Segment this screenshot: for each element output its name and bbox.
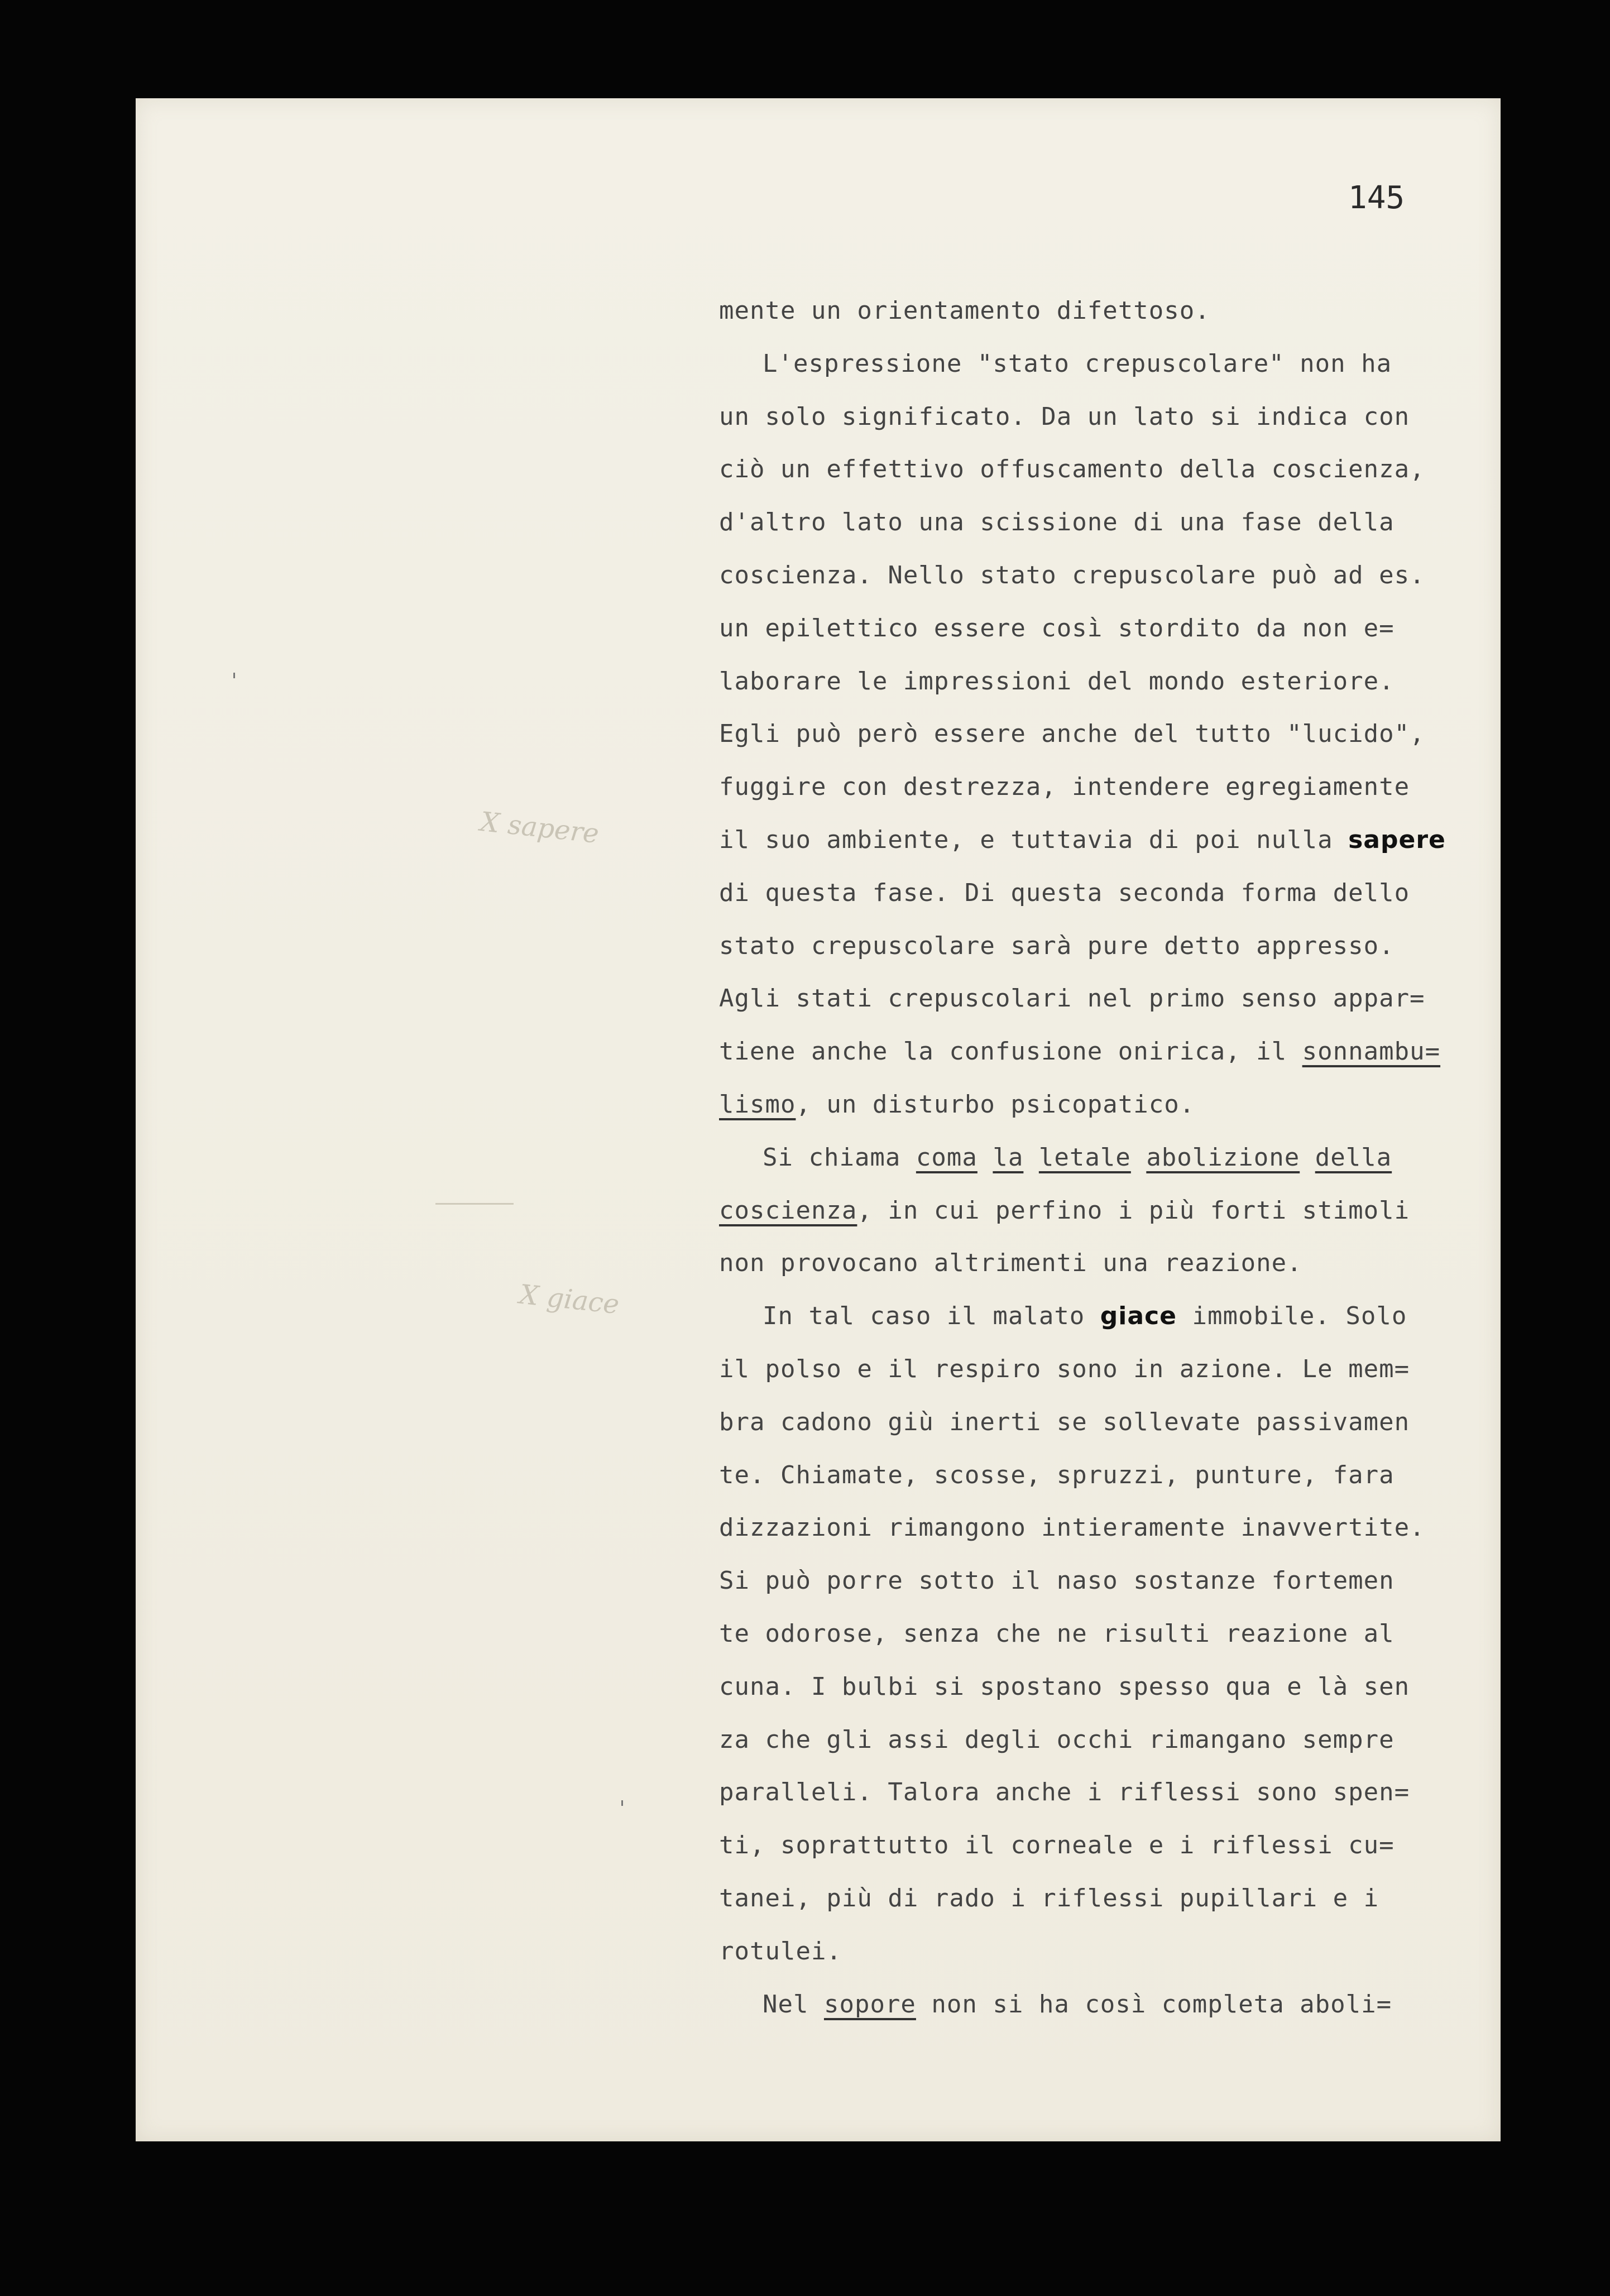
text-run: Egli può però essere anche del tutto "lucido",	[719, 720, 1425, 749]
text-run: bra cadono giù inerti se sollevate passivamen	[719, 1407, 1410, 1436]
text-run: L'espressione "stato crepuscolare" non ha	[763, 349, 1392, 378]
text-line	[719, 496, 1501, 549]
text-line	[719, 1555, 1501, 1608]
text-line	[719, 1766, 1501, 1819]
margin-pencil-rule	[435, 1203, 514, 1205]
text-run: non provocano altrimenti una reazione.	[719, 1249, 1302, 1278]
text-run: fuggire con destrezza, intendere egregiamente	[719, 773, 1410, 802]
underlined-term: coscienza	[719, 1196, 857, 1225]
text-run: dizzazioni rimangono intieramente inavvertite.	[719, 1513, 1425, 1542]
text-line	[719, 1132, 1501, 1185]
handwritten-word: giace	[1100, 1302, 1177, 1331]
underlined-term: letale	[1038, 1143, 1131, 1172]
text-run: un solo significato. Da un lato si indica con	[719, 402, 1410, 431]
typed-body-text	[719, 285, 1501, 2031]
text-line	[719, 1079, 1501, 1132]
text-run: rotulei.	[719, 1936, 842, 1966]
text-run: di questa fase. Di questa seconda forma dello	[719, 878, 1410, 907]
text-run: paralleli. Talora anche i riflessi sono spen=	[719, 1778, 1410, 1807]
text-line	[719, 761, 1501, 814]
underlined-term: sonnambu=	[1302, 1037, 1441, 1066]
underlined-term: la	[993, 1143, 1024, 1172]
page-number: 145	[1348, 180, 1405, 216]
text-line	[719, 1237, 1501, 1290]
paper-speck	[621, 1800, 623, 1806]
text-run: ti, soprattutto il corneale e i riflessi cu=	[719, 1831, 1395, 1860]
text-line	[719, 1025, 1501, 1079]
text-run: il suo ambiente, e tuttavia di poi nulla	[719, 825, 1349, 854]
text-line	[719, 1449, 1501, 1502]
text-run: immobile. Solo	[1177, 1302, 1407, 1331]
text-run: te odorose, senza che ne risulti reazione al	[719, 1619, 1395, 1648]
text-line	[719, 1290, 1501, 1343]
text-line	[719, 1502, 1501, 1555]
text-run: tanei, più di rado i riflessi pupillari e i	[719, 1883, 1379, 1912]
text-run: te. Chiamate, scosse, spruzzi, punture, fara	[719, 1460, 1395, 1489]
text-line	[719, 602, 1501, 655]
underlined-term: coma	[916, 1143, 978, 1172]
underlined-term: sopore	[823, 1990, 916, 2019]
text-line	[719, 338, 1501, 391]
paper-speck	[233, 673, 235, 678]
text-run: stato crepuscolare sarà pure detto appresso.	[719, 931, 1395, 960]
underlined-term: della	[1315, 1143, 1392, 1172]
text-run: In tal caso il malato	[763, 1302, 1100, 1331]
text-line	[719, 920, 1501, 973]
text-line	[719, 443, 1501, 496]
text-run: , un disturbo psicopatico.	[796, 1090, 1195, 1119]
margin-note-giace: X giace	[518, 1278, 621, 1321]
text-line	[719, 1661, 1501, 1714]
text-line	[719, 1925, 1501, 1978]
text-line	[719, 1343, 1501, 1396]
text-line	[719, 972, 1501, 1025]
text-run	[1131, 1143, 1147, 1172]
text-line	[719, 1978, 1501, 2031]
text-run	[1023, 1143, 1039, 1172]
text-run	[1300, 1143, 1315, 1172]
text-run: il polso e il respiro sono in azione. Le mem=	[719, 1354, 1410, 1383]
text-run: cuna. I bulbi si spostano spesso qua e là sen	[719, 1672, 1410, 1701]
text-line	[719, 391, 1501, 444]
text-run: laborare le impressioni del mondo esteriore.	[719, 667, 1395, 696]
handwritten-word: sapere	[1348, 825, 1446, 854]
text-run: mente un orientamento difettoso.	[719, 296, 1210, 325]
text-line	[719, 814, 1501, 867]
text-line	[719, 1872, 1501, 1925]
text-line	[719, 1396, 1501, 1449]
text-line	[719, 1714, 1501, 1767]
text-run: un epilettico essere così stordito da non e=	[719, 613, 1395, 643]
text-run: d'altro lato una scissione di una fase della	[719, 508, 1395, 537]
text-run: non si ha così completa aboli=	[916, 1990, 1392, 2019]
text-run	[978, 1143, 993, 1172]
text-line	[719, 549, 1501, 602]
text-run: Agli stati crepuscolari nel primo senso appar=	[719, 984, 1425, 1013]
text-line	[719, 1819, 1501, 1872]
text-run: Si può porre sotto il naso sostanze fortemen	[719, 1566, 1395, 1595]
text-run: ciò un effettivo offuscamento della coscienza,	[719, 455, 1425, 484]
text-run: coscienza. Nello stato crepuscolare può ad es.	[719, 560, 1425, 589]
text-line	[719, 867, 1501, 920]
text-line	[719, 1185, 1501, 1238]
text-line	[719, 655, 1501, 708]
text-run: Si chiama	[763, 1143, 916, 1172]
text-line	[719, 285, 1501, 338]
text-line	[719, 708, 1501, 761]
underlined-term: lismo	[719, 1090, 796, 1119]
margin-note-sapere: X sapere	[478, 806, 601, 850]
text-run: za che gli assi degli occhi rimangano sempre	[719, 1725, 1395, 1754]
text-run: Nel	[763, 1990, 824, 2019]
text-run: tiene anche la confusione onirica, il	[719, 1037, 1302, 1066]
text-run: , in cui perfino i più forti stimoli	[857, 1196, 1410, 1225]
text-line	[719, 1608, 1501, 1661]
underlined-term: abolizione	[1146, 1143, 1300, 1172]
